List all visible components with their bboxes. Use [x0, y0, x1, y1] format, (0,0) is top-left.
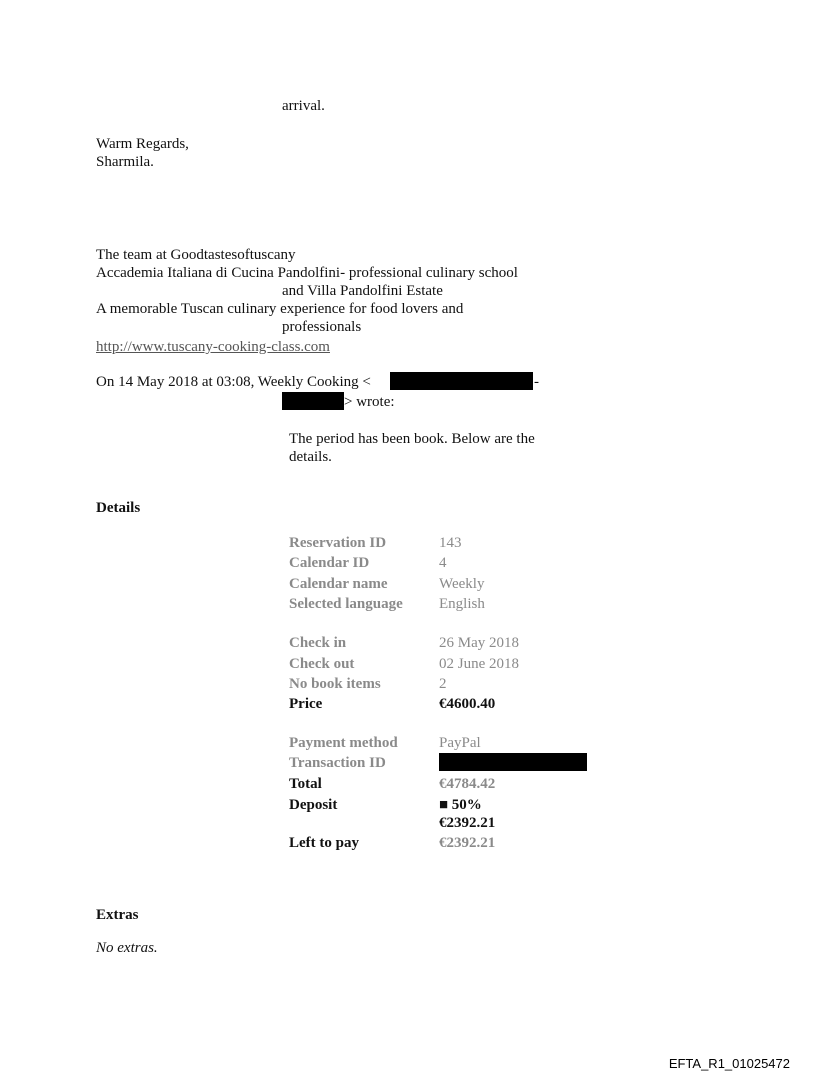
label-transaction-id: Transaction ID	[289, 755, 386, 771]
redaction-email-cont	[282, 392, 344, 410]
value-reservation-id: 143	[439, 535, 462, 551]
quoted-header-line2: > wrote:	[344, 394, 395, 410]
value-deposit-percent: ■ 50%	[439, 797, 482, 813]
redaction-transaction-id	[439, 753, 587, 771]
arrival-text: arrival.	[282, 98, 325, 114]
quoted-header-line1: On 14 May 2018 at 03:08, Weekly Cooking <	[96, 374, 371, 390]
intro-line2: details.	[289, 449, 332, 465]
website-link[interactable]: http://www.tuscany-cooking-class.com	[96, 339, 330, 355]
signature-tagline: A memorable Tuscan culinary experience for food lovers and	[96, 301, 464, 317]
intro-line1: The period has been book. Below are the	[289, 431, 535, 447]
signature-estate: and Villa Pandolfini Estate	[282, 283, 443, 299]
label-total: Total	[289, 776, 322, 792]
value-total: €4784.42	[439, 776, 496, 792]
label-payment-method: Payment method	[289, 735, 398, 751]
label-price: Price	[289, 696, 323, 712]
label-left-to-pay: Left to pay	[289, 835, 359, 851]
value-check-out: 02 June 2018	[439, 656, 519, 672]
label-calendar-name: Calendar name	[289, 576, 388, 592]
closing-text: Warm Regards,	[96, 136, 189, 152]
label-reservation-id: Reservation ID	[289, 535, 387, 551]
label-no-book-items: No book items	[289, 676, 381, 692]
value-price: €4600.40	[439, 696, 496, 712]
label-check-out: Check out	[289, 656, 355, 672]
signer-name: Sharmila.	[96, 154, 154, 170]
document-id: EFTA_R1_01025472	[668, 1056, 790, 1071]
quoted-header-dash: -	[534, 374, 539, 390]
label-calendar-id: Calendar ID	[289, 555, 370, 571]
value-calendar-name: Weekly	[439, 576, 485, 592]
label-check-in: Check in	[289, 635, 347, 651]
redaction-email	[390, 372, 533, 390]
label-deposit: Deposit	[289, 797, 338, 813]
signature-tagline-cont: professionals	[282, 319, 362, 335]
details-heading: Details	[96, 500, 141, 516]
extras-heading: Extras	[96, 907, 139, 923]
label-selected-language: Selected language	[289, 596, 403, 612]
extras-text: No extras.	[96, 940, 158, 956]
value-selected-language: English	[439, 596, 485, 612]
value-no-book-items: 2	[439, 676, 447, 692]
value-payment-method: PayPal	[439, 735, 481, 751]
value-left-to-pay: €2392.21	[439, 835, 496, 851]
value-check-in: 26 May 2018	[439, 635, 519, 651]
value-deposit-amount: €2392.21	[439, 815, 496, 831]
signature-school: Accademia Italiana di Cucina Pandolfini- professional culinary school	[96, 265, 518, 281]
signature-team: The team at Goodtastesoftuscany	[96, 247, 296, 263]
value-calendar-id: 4	[439, 555, 447, 571]
